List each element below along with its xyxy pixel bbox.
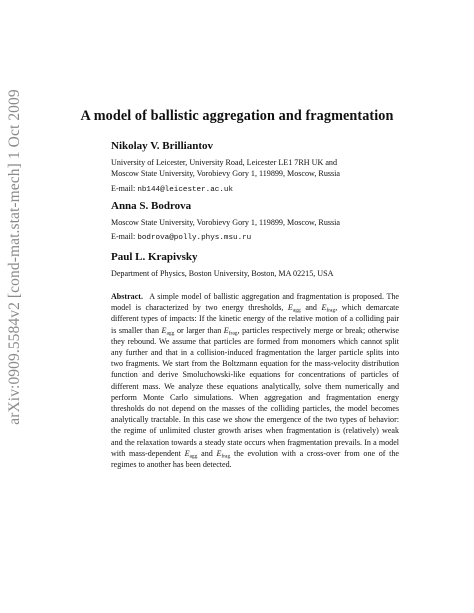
- arxiv-identifier-text: arXiv:0909.5584v2 [cond-mat.stat-mech] 1 Oct 2009: [6, 89, 23, 425]
- author-block-1: [111, 140, 441, 196]
- symbol-e: E: [223, 325, 229, 335]
- abstract-text-part2: , which demarcate different types of impacts: If the kinetic energy of the relative motion of a colliding pair is smaller than: [111, 303, 399, 335]
- subscript-frag: frag: [228, 330, 238, 337]
- paper-title: A model of ballistic aggregation and fragmentation: [80, 108, 394, 124]
- symbol-e: E: [287, 303, 293, 313]
- abstract-connector-and: and: [201, 448, 213, 458]
- symbol-e: E: [321, 303, 327, 313]
- author-name: Anna S. Bodrova: [111, 200, 192, 212]
- subscript-agg: agg: [292, 307, 301, 314]
- subscript-agg: agg: [189, 453, 198, 460]
- abstract-connector-and: and: [305, 303, 317, 313]
- abstract-connector-or-larger-than: or larger than: [176, 325, 222, 335]
- abstract: [111, 291, 399, 470]
- author-email-line: [111, 231, 441, 244]
- abstract-text-part1: A simple model of ballistic aggregation and fragmentation is proposed. The model is characterized by two energy thresholds,: [111, 292, 399, 313]
- author-affiliation: Moscow State University, Vorobievy Gory 1, 119899, Moscow, Russia: [111, 218, 341, 227]
- author-email-line: [111, 183, 441, 196]
- author-email: nb144@leicester.ac.uk: [137, 185, 234, 194]
- abstract-label: Abstract.: [111, 292, 143, 301]
- subscript-frag: frag: [326, 307, 336, 314]
- abstract-text-part4: the evolution with a cross-over from one of the regimes to another has been detected.: [111, 448, 399, 470]
- author-email: bodrova@polly.phys.msu.ru: [137, 234, 252, 243]
- email-label: E-mail:: [111, 232, 136, 242]
- symbol-e: E: [184, 448, 190, 458]
- symbol-e: E: [161, 325, 167, 335]
- author-affiliation: University of Leicester, University Road, Leicester LE1 7RH UK and: [111, 158, 338, 167]
- email-label: E-mail:: [111, 183, 136, 193]
- author-affiliation: Moscow State University, Vorobievy Gory 1, 119899, Moscow, Russia: [111, 169, 341, 179]
- author-name: Nikolay V. Brilliantov: [111, 140, 213, 152]
- arxiv-identifier-sidebar: [4, 89, 26, 425]
- symbol-e: E: [216, 448, 222, 458]
- author-block-2: [111, 200, 441, 245]
- subscript-frag: frag: [221, 453, 231, 460]
- author-block-3: [111, 251, 441, 279]
- author-affiliation: Department of Physics, Boston University, Boston, MA 02215, USA: [111, 269, 334, 278]
- author-name: Paul L. Krapivsky: [111, 251, 198, 263]
- abstract-text-part3: , particles respectively merge or break; otherwise they rebound. We assume that particles are formed from monomers which cannot split any further and that in a collision-induced fragmentation the larger particle splits into two fragments. We start from the Boltzmann equation for the mass-velocity distribution function and derive Smoluchowski-like equations for concentrations of particles of different mass. We analyze these equations analytically, solve them numerically and perform Monte Carlo simulations. When aggregation and fragmentation energy thresholds do not depend on the masses of the colliding particles, the model becomes analytically tractable. In this case we show the emergence of the two types of behavior: the regime of unlimited cluster growth arises when fragmentation is (relatively) weak and the relaxation towards a steady state occurs when fragmentation prevails. In a model with mass-dependent: [111, 325, 400, 458]
- subscript-agg: agg: [166, 330, 175, 337]
